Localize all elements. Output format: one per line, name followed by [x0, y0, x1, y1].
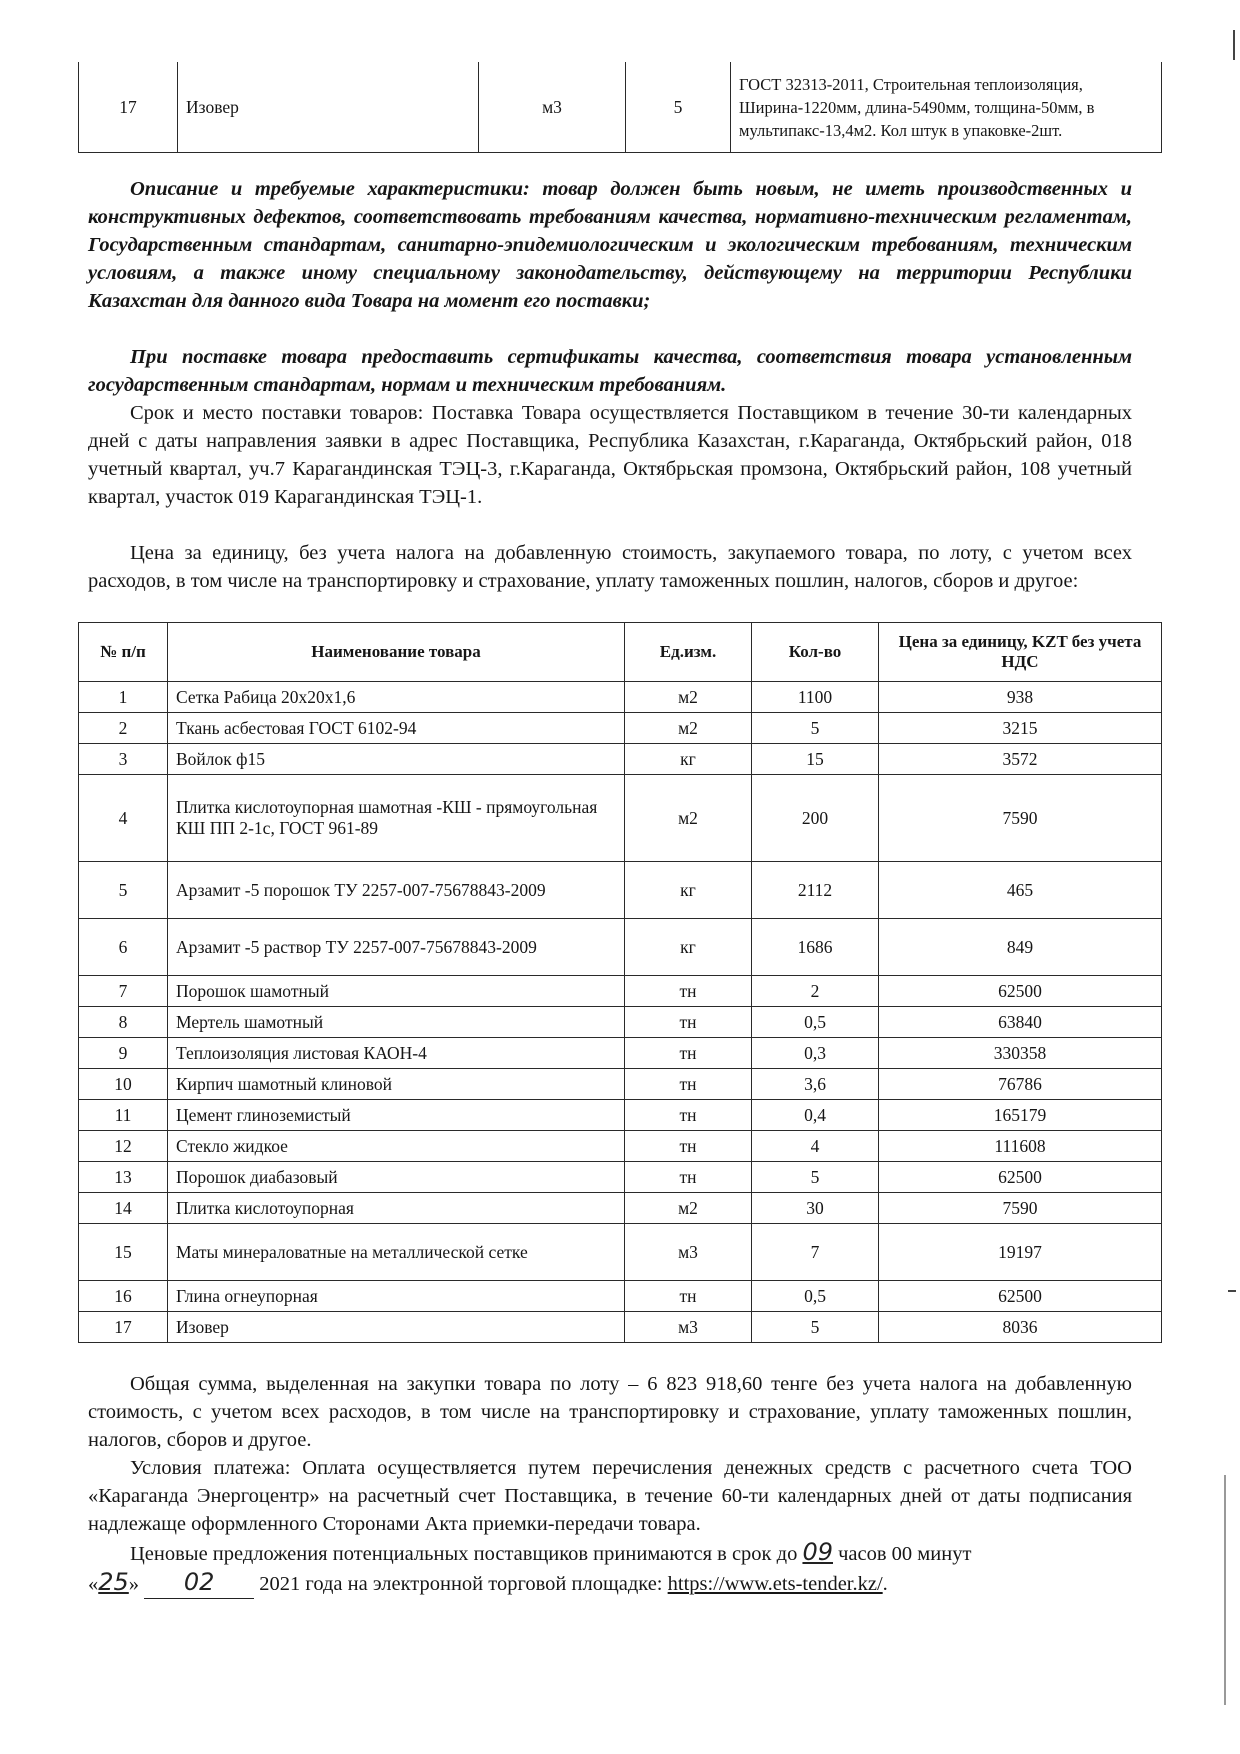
- table-row: [79, 1193, 1162, 1224]
- table-row: [79, 682, 1162, 713]
- unit: кг: [625, 862, 752, 919]
- unit: тн: [625, 1069, 752, 1100]
- price-note-text: Цена за единицу, без учета налога на добавленную стоимость, закупаемого товара, по лоту, с учетом всех расходов, в том числе на транспортировку и страхование, уплату таможенных пошлин, налогов, сборов и другое:: [88, 542, 1132, 592]
- handwritten-hour: 09: [802, 1538, 833, 1566]
- unit: м3: [479, 62, 626, 153]
- quantity: 2112: [752, 862, 879, 919]
- row-number: 15: [79, 1224, 168, 1281]
- row-number: 10: [79, 1069, 168, 1100]
- quantity: 30: [752, 1193, 879, 1224]
- unit: кг: [625, 919, 752, 976]
- row-number: 12: [79, 1131, 168, 1162]
- table-row: [79, 744, 1162, 775]
- unit-price: 7590: [879, 1193, 1162, 1224]
- unit-price: 165179: [879, 1100, 1162, 1131]
- product-name: Глина огнеупорная: [168, 1281, 625, 1312]
- product-name: Ткань асбестовая ГОСТ 6102-94: [168, 713, 625, 744]
- unit: м2: [625, 682, 752, 713]
- table-row: [79, 775, 1162, 862]
- unit: м2: [625, 1193, 752, 1224]
- quantity: 0,4: [752, 1100, 879, 1131]
- header-price: Цена за единицу, KZT без учета НДС: [879, 623, 1162, 682]
- header-name: Наименование товара: [168, 623, 625, 682]
- product-name: Порошок диабазовый: [168, 1162, 625, 1193]
- quantity: 2: [752, 976, 879, 1007]
- payment-text: Условия платежа: Оплата осуществляется путем перечисления денежных средств с расчетного счета ТОО «Караганда Энергоцентр» на расчетный счет Поставщика, в течение 60-ти календарных дней от даты подписания надлежаще оформленного Сторонами Акта приемки-передачи товара.: [88, 1457, 1132, 1535]
- quantity: 0,5: [752, 1007, 879, 1038]
- row-number: 4: [79, 775, 168, 862]
- quantity: 5: [752, 1162, 879, 1193]
- table-row: [79, 1100, 1162, 1131]
- quantity: 0,5: [752, 1281, 879, 1312]
- table-row: [79, 62, 1162, 153]
- quantity: 5: [752, 713, 879, 744]
- requirements-paragraph: [88, 175, 1132, 315]
- product-name: Войлок ф15: [168, 744, 625, 775]
- unit: кг: [625, 744, 752, 775]
- unit-price: 3215: [879, 713, 1162, 744]
- row-number: 5: [79, 862, 168, 919]
- unit-price: 3572: [879, 744, 1162, 775]
- row-number: 9: [79, 1038, 168, 1069]
- table-row: [79, 1069, 1162, 1100]
- continued-table: [78, 62, 1162, 153]
- unit-price: 849: [879, 919, 1162, 976]
- product-description: ГОСТ 32313-2011, Строительная теплоизоляция, Ширина-1220мм, длина-5490мм, толщина-50мм, в мультипакс-13,4м2. Кол штук в упаковке-2шт.: [731, 62, 1162, 153]
- quantity: 200: [752, 775, 879, 862]
- quote-close: »: [128, 1573, 140, 1595]
- unit-price: 7590: [879, 775, 1162, 862]
- header-number: № п/п: [79, 623, 168, 682]
- product-name: Мертель шамотный: [168, 1007, 625, 1038]
- unit: м3: [625, 1224, 752, 1281]
- unit-price: 62500: [879, 1281, 1162, 1312]
- row-number: 11: [79, 1100, 168, 1131]
- header-unit: Ед.изм.: [625, 623, 752, 682]
- unit-price: 19197: [879, 1224, 1162, 1281]
- unit-price: 8036: [879, 1312, 1162, 1343]
- product-name: Сетка Рабица 20х20х1,6: [168, 682, 625, 713]
- row-number: 17: [79, 62, 178, 153]
- quantity: 15: [752, 744, 879, 775]
- certificates-paragraph: [88, 343, 1132, 399]
- row-number: 6: [79, 919, 168, 976]
- product-name: Теплоизоляция листовая КАОН-4: [168, 1038, 625, 1069]
- certificates-text: При поставке товара предоставить сертификаты качества, соответствия товара установленным государственным стандартам, нормам и техническим требованиям.: [88, 346, 1132, 396]
- product-name: Кирпич шамотный клиновой: [168, 1069, 625, 1100]
- product-name: Порошок шамотный: [168, 976, 625, 1007]
- header-quantity: Кол-во: [752, 623, 879, 682]
- month-blank: [144, 1568, 254, 1599]
- product-name: Маты минераловатные на металлической сетке: [168, 1224, 625, 1281]
- table-row: [79, 919, 1162, 976]
- scan-mark: [1233, 30, 1235, 60]
- unit: тн: [625, 1162, 752, 1193]
- row-number: 2: [79, 713, 168, 744]
- requirements-text: Описание и требуемые характеристики: товар должен быть новым, не иметь производственных и конструктивных дефектов, соответствовать требованиям качества, нормативно-техническим регламентам, Государственным стандартам, санитарно-эпидемиологическим и экологическим требованиям, техническим условиям, а также иному специальному законодательству, действующему на территории Республики Казахстан для данного вида Товара на момент его поставки;: [88, 178, 1132, 312]
- table-row: [79, 1038, 1162, 1069]
- row-number: 16: [79, 1281, 168, 1312]
- unit-price: 938: [879, 682, 1162, 713]
- row-number: 13: [79, 1162, 168, 1193]
- row-number: 17: [79, 1312, 168, 1343]
- total-text: Общая сумма, выделенная на закупки товара по лоту – 6 823 918,60 тенге без учета налога на добавленную стоимость, с учетом всех расходов, в том числе на транспортировку и страхование, уплату таможенных пошлин, налогов, сборов и другое.: [88, 1373, 1132, 1451]
- unit-price: 111608: [879, 1131, 1162, 1162]
- year-text: 2021 года на электронной торговой площадке:: [259, 1573, 663, 1595]
- quote-open: «: [88, 1573, 99, 1595]
- table-row: [79, 1162, 1162, 1193]
- sentence-end: .: [882, 1573, 888, 1595]
- product-name: Стекло жидкое: [168, 1131, 625, 1162]
- table-row: [79, 1007, 1162, 1038]
- product-name: Арзамит -5 раствор ТУ 2257-007-75678843-2009: [168, 919, 625, 976]
- row-number: 7: [79, 976, 168, 1007]
- unit: м3: [625, 1312, 752, 1343]
- quantity: 1100: [752, 682, 879, 713]
- unit: тн: [625, 1007, 752, 1038]
- total-paragraph: [88, 1370, 1132, 1454]
- row-number: 1: [79, 682, 168, 713]
- unit-price: 465: [879, 862, 1162, 919]
- unit-price: 62500: [879, 1162, 1162, 1193]
- table-row: [79, 1312, 1162, 1343]
- unit: тн: [625, 1131, 752, 1162]
- table-header-row: [79, 623, 1162, 682]
- table-row: [79, 1131, 1162, 1162]
- quantity: 4: [752, 1131, 879, 1162]
- unit: тн: [625, 1281, 752, 1312]
- quantity: 3,6: [752, 1069, 879, 1100]
- handwritten-day: 25: [98, 1568, 129, 1596]
- table-row: [79, 1224, 1162, 1281]
- quantity: 5: [626, 62, 731, 153]
- table-row: [79, 862, 1162, 919]
- quantity: 0,3: [752, 1038, 879, 1069]
- unit-price: 330358: [879, 1038, 1162, 1069]
- table-row: [79, 976, 1162, 1007]
- payment-paragraph: [88, 1454, 1132, 1538]
- handwritten-month: 02: [183, 1568, 215, 1596]
- delivery-text: Срок и место поставки товаров: Поставка Товара осуществляется Поставщиком в течение 30-ти календарных дней с даты направления заявки в адрес Поставщика, Республика Казахстан, г.Караганда, Октябрьский район, 018 учетный квартал, уч.7 Карагандинская ТЭЦ-3, г.Караганда, Октябрьская промзона, Октябрьский район, 108 учетный квартал, участок 019 Карагандинская ТЭЦ-1.: [88, 402, 1132, 508]
- product-name: Изовер: [178, 62, 479, 153]
- table-row: [79, 1281, 1162, 1312]
- deadline-paragraph: [88, 1538, 1132, 1599]
- delivery-paragraph: [88, 399, 1132, 511]
- price-table: [78, 622, 1162, 1343]
- unit: м2: [625, 713, 752, 744]
- scan-mark: [1228, 1290, 1236, 1292]
- deadline-time-text: часов 00 минут: [838, 1543, 972, 1565]
- row-number: 3: [79, 744, 168, 775]
- product-name: Плитка кислотоупорная: [168, 1193, 625, 1224]
- price-note-paragraph: [88, 539, 1132, 595]
- unit-price: 76786: [879, 1069, 1162, 1100]
- table-row: [79, 713, 1162, 744]
- unit: м2: [625, 775, 752, 862]
- product-name: Цемент глиноземистый: [168, 1100, 625, 1131]
- row-number: 8: [79, 1007, 168, 1038]
- unit: тн: [625, 1038, 752, 1069]
- quantity: 7: [752, 1224, 879, 1281]
- ets-tender-link[interactable]: https://www.ets-tender.kz/: [667, 1573, 883, 1595]
- scan-mark: [1224, 1475, 1226, 1705]
- unit-price: 62500: [879, 976, 1162, 1007]
- quantity: 5: [752, 1312, 879, 1343]
- product-name: Плитка кислотоупорная шамотная -КШ - прямоугольная КШ ПП 2-1с, ГОСТ 961-89: [168, 775, 625, 862]
- product-name: Арзамит -5 порошок ТУ 2257-007-75678843-2009: [168, 862, 625, 919]
- unit-price: 63840: [879, 1007, 1162, 1038]
- unit: тн: [625, 976, 752, 1007]
- quantity: 1686: [752, 919, 879, 976]
- deadline-text: Ценовые предложения потенциальных поставщиков принимаются в срок до: [130, 1543, 798, 1565]
- product-name: Изовер: [168, 1312, 625, 1343]
- row-number: 14: [79, 1193, 168, 1224]
- unit: тн: [625, 1100, 752, 1131]
